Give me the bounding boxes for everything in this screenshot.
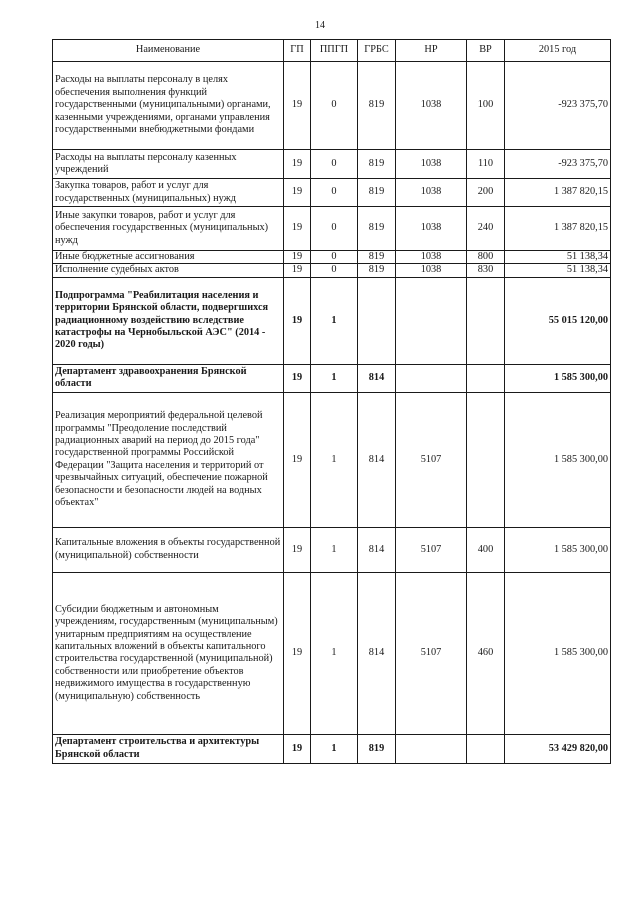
row-amount: 1 387 820,15 <box>505 207 611 251</box>
row-name: Расходы на выплаты персоналу в целях обеспечения выполнения функций государственными (муниципальными) органами, казенными учреждениями, органами управления государственными внебюджетными фондами <box>53 62 284 150</box>
row-gp: 19 <box>284 264 311 277</box>
table-header-row <box>53 40 611 62</box>
row-nr: 5107 <box>396 572 467 734</box>
table-row <box>53 251 611 264</box>
page-number: 14 <box>315 20 325 31</box>
row-name: Реализация мероприятий федеральной целевой программы "Преодоление последствий радиационных аварий на период до 2015 года" государственной программы Российской Федерации "Защита населения и территорий от чрезвычайных ситуаций, обеспечение пожарной безопасности и безопасности людей на водных объектах" <box>53 392 284 527</box>
row-amount: 53 429 820,00 <box>505 734 611 763</box>
row-nr: 5107 <box>396 527 467 572</box>
row-grbs: 819 <box>358 179 396 207</box>
row-ppgp: 1 <box>311 392 358 527</box>
row-gp: 19 <box>284 62 311 150</box>
table-row <box>53 150 611 179</box>
row-grbs: 819 <box>358 264 396 277</box>
row-name: Субсидии бюджетным и автономным учреждениям, государственным (муниципальным) унитарным предприятиям на осуществление капитальных вложений в объекты капитального строительства государственной (муниципальной) собственности или приобретение объектов недвижимого имущества в государственную (муниципальную) собственность <box>53 572 284 734</box>
row-ppgp: 1 <box>311 734 358 763</box>
row-name: Расходы на выплаты персоналу казенных учреждений <box>53 150 284 179</box>
row-vr: 400 <box>467 527 505 572</box>
row-nr: 1038 <box>396 251 467 264</box>
row-ppgp: 1 <box>311 364 358 392</box>
header-name: Наименование <box>53 40 284 62</box>
row-name: Подпрограмма "Реабилитация населения и территории Брянской области, подвергшихся радиационному воздействию вследствие катастрофы на Чернобыльской АЭС" (2014 - 2020 годы) <box>53 277 284 364</box>
row-ppgp: 1 <box>311 527 358 572</box>
row-name: Иные закупки товаров, работ и услуг для обеспечения государственных (муниципальных) нужд <box>53 207 284 251</box>
row-ppgp: 0 <box>311 179 358 207</box>
row-amount: 1 387 820,15 <box>505 179 611 207</box>
budget-table <box>52 39 611 764</box>
header-gp: ГП <box>284 40 311 62</box>
row-vr: 460 <box>467 572 505 734</box>
row-grbs: 814 <box>358 364 396 392</box>
row-vr <box>467 364 505 392</box>
header-year: 2015 год <box>505 40 611 62</box>
row-vr: 240 <box>467 207 505 251</box>
row-gp: 19 <box>284 277 311 364</box>
table-row <box>53 62 611 150</box>
table-row <box>53 179 611 207</box>
table-row-subprogram <box>53 277 611 364</box>
row-name: Иные бюджетные ассигнования <box>53 251 284 264</box>
row-vr <box>467 734 505 763</box>
row-gp: 19 <box>284 207 311 251</box>
row-vr <box>467 392 505 527</box>
row-ppgp: 0 <box>311 207 358 251</box>
row-vr <box>467 277 505 364</box>
row-name: Департамент здравоохранения Брянской области <box>53 364 284 392</box>
table-row <box>53 264 611 277</box>
row-grbs: 819 <box>358 251 396 264</box>
row-grbs: 819 <box>358 150 396 179</box>
row-ppgp: 1 <box>311 572 358 734</box>
row-grbs: 819 <box>358 207 396 251</box>
row-grbs <box>358 277 396 364</box>
row-vr: 200 <box>467 179 505 207</box>
row-vr: 100 <box>467 62 505 150</box>
row-ppgp: 0 <box>311 251 358 264</box>
row-amount: -923 375,70 <box>505 62 611 150</box>
row-grbs: 814 <box>358 392 396 527</box>
row-amount: 1 585 300,00 <box>505 572 611 734</box>
table-row <box>53 572 611 734</box>
row-nr: 1038 <box>396 62 467 150</box>
row-amount: -923 375,70 <box>505 150 611 179</box>
row-nr: 1038 <box>396 207 467 251</box>
row-gp: 19 <box>284 572 311 734</box>
table-row <box>53 392 611 527</box>
table-row <box>53 207 611 251</box>
row-ppgp: 1 <box>311 277 358 364</box>
header-nr: НР <box>396 40 467 62</box>
table-row <box>53 527 611 572</box>
row-nr <box>396 734 467 763</box>
row-amount: 1 585 300,00 <box>505 364 611 392</box>
row-grbs: 814 <box>358 527 396 572</box>
row-amount: 55 015 120,00 <box>505 277 611 364</box>
header-ppgp: ППГП <box>311 40 358 62</box>
row-ppgp: 0 <box>311 150 358 179</box>
row-name: Капитальные вложения в объекты государственной (муниципальной) собственности <box>53 527 284 572</box>
row-nr: 1038 <box>396 264 467 277</box>
row-nr: 1038 <box>396 179 467 207</box>
header-vr: ВР <box>467 40 505 62</box>
row-name: Департамент строительства и архитектуры Брянской области <box>53 734 284 763</box>
row-grbs: 819 <box>358 62 396 150</box>
table-row-department <box>53 364 611 392</box>
row-ppgp: 0 <box>311 62 358 150</box>
row-gp: 19 <box>284 179 311 207</box>
row-nr <box>396 277 467 364</box>
row-grbs: 814 <box>358 572 396 734</box>
row-name: Исполнение судебных актов <box>53 264 284 277</box>
row-gp: 19 <box>284 527 311 572</box>
row-gp: 19 <box>284 392 311 527</box>
table-row-department <box>53 734 611 763</box>
row-vr: 800 <box>467 251 505 264</box>
row-name: Закупка товаров, работ и услуг для государственных (муниципальных) нужд <box>53 179 284 207</box>
row-nr <box>396 364 467 392</box>
row-vr: 830 <box>467 264 505 277</box>
row-grbs: 819 <box>358 734 396 763</box>
row-vr: 110 <box>467 150 505 179</box>
row-gp: 19 <box>284 364 311 392</box>
row-nr: 1038 <box>396 150 467 179</box>
header-grbs: ГРБС <box>358 40 396 62</box>
row-nr: 5107 <box>396 392 467 527</box>
row-amount: 1 585 300,00 <box>505 527 611 572</box>
row-gp: 19 <box>284 734 311 763</box>
row-gp: 19 <box>284 251 311 264</box>
row-amount: 51 138,34 <box>505 264 611 277</box>
row-amount: 51 138,34 <box>505 251 611 264</box>
row-amount: 1 585 300,00 <box>505 392 611 527</box>
row-ppgp: 0 <box>311 264 358 277</box>
row-gp: 19 <box>284 150 311 179</box>
